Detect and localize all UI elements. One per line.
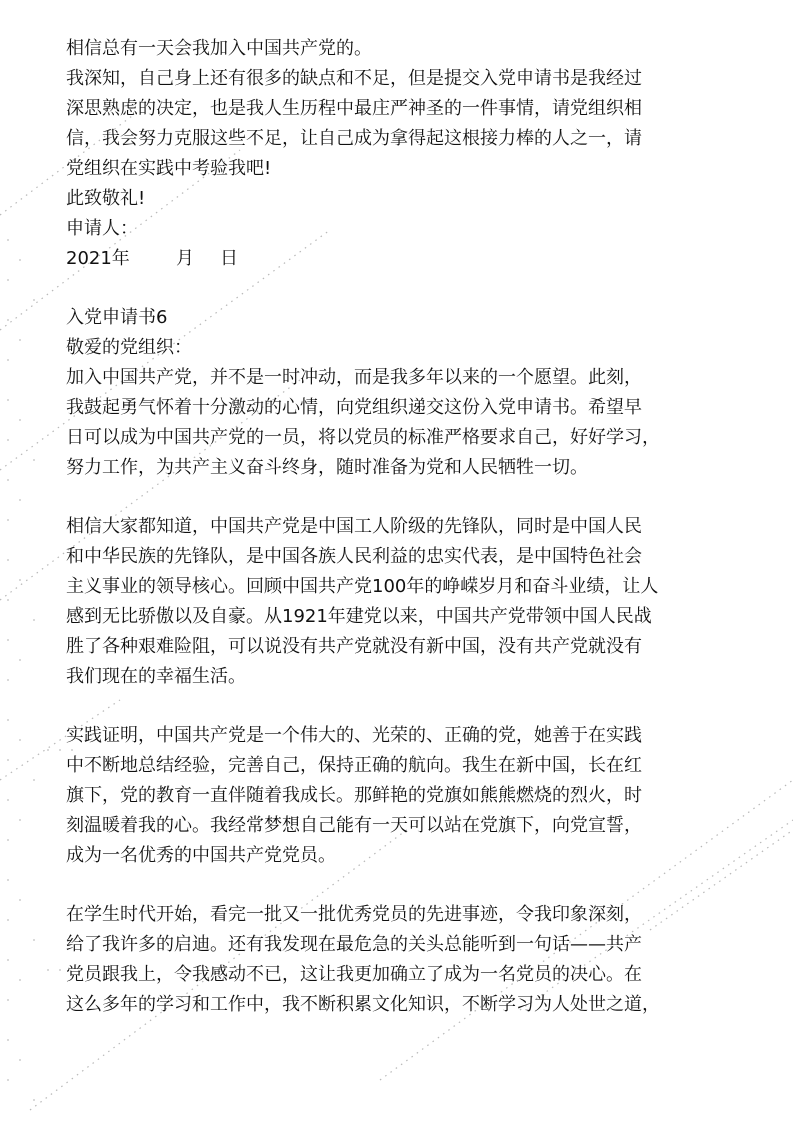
paragraph-2: [66, 512, 706, 692]
document-body: [66, 34, 706, 1020]
date-year: 2021年: [66, 248, 130, 269]
text-line: 给了我许多的启迪。还有我发现在最危急的关头总能听到一句话——共产: [66, 934, 642, 955]
text-line: 深思熟虑的决定，也是我人生历程中最庄严神圣的一件事情，请党组织相: [66, 98, 642, 119]
date-day: 日: [220, 248, 238, 269]
text-line: 实践证明，中国共产党是一个伟大的、光荣的、正确的党，她善于在实践: [66, 725, 642, 746]
spacer: [66, 692, 706, 721]
text-line: 我们现在的幸福生活。: [66, 666, 246, 687]
text-line: 努力工作，为共产主义奋斗终身，随时准备为党和人民牺牲一切。: [66, 457, 588, 478]
text-line: 相信大家都知道，中国共产党是中国工人阶级的先锋队，同时是中国人民: [66, 516, 642, 537]
text-line: 胜了各种艰难险阻，可以说没有共产党就没有新中国，没有共产党就没有: [66, 636, 642, 657]
text-line: 成为一名优秀的中国共产党党员。: [66, 845, 336, 866]
text-line: 这么多年的学习和工作中，我不断积累文化知识，不断学习为人处世之道，: [66, 994, 660, 1015]
date-month: 月: [176, 248, 194, 269]
previous-letter-paragraph: [66, 34, 706, 184]
text-line: 加入中国共产党，并不是一时冲动，而是我多年以来的一个愿望。此刻，: [66, 367, 642, 388]
text-line: 党员跟我上，令我感动不已，这让我更加确立了成为一名党员的决心。在: [66, 964, 642, 985]
spacer: [66, 483, 706, 512]
text-line: 在学生时代开始，看完一批又一批优秀党员的先进事迹，令我印象深刻，: [66, 904, 642, 925]
text-line: 主义事业的领导核心。回顾中国共产党100年的峥嵘岁月和奋斗业绩，让人: [66, 576, 659, 597]
spacer: [66, 871, 706, 900]
text-line: 党组织在实践中考验我吧!: [66, 158, 272, 179]
section-title: 入党申请书6: [66, 307, 168, 328]
text-line: 感到无比骄傲以及自豪。从1921年建党以来，中国共产党带领中国人民战: [66, 606, 652, 627]
paragraph-3: [66, 721, 706, 871]
text-line: 旗下，党的教育一直伴随着我成长。那鲜艳的党旗如熊熊燃烧的烈火，时: [66, 785, 642, 806]
text-line: 中不断地总结经验，完善自己，保持正确的航向。我生在新中国，长在红: [66, 755, 642, 776]
text-line: 和中华民族的先锋队，是中国各族人民利益的忠实代表，是中国特色社会: [66, 546, 642, 567]
paragraph-4: [66, 900, 706, 1020]
text-line: 我鼓起勇气怀着十分激动的心情，向党组织递交这份入党申请书。希望早: [66, 397, 642, 418]
text-line: 相信总有一天会我加入中国共产党的。: [66, 38, 372, 59]
closing-salute: 此致敬礼!: [66, 188, 146, 209]
spacer: [66, 274, 706, 303]
signature-date: [66, 244, 706, 274]
salutation: 敬爱的党组织：: [66, 337, 192, 358]
text-line: 我深知，自己身上还有很多的缺点和不足，但是提交入党申请书是我经过: [66, 68, 642, 89]
paragraph-1: [66, 363, 706, 483]
text-line: 日可以成为中国共产党的一员，将以党员的标准严格要求自己，好好学习，: [66, 427, 660, 448]
applicant-label: 申请人：: [66, 218, 138, 239]
text-line: 刻温暖着我的心。我经常梦想自己能有一天可以站在党旗下，向党宣誓，: [66, 815, 642, 836]
text-line: 信，我会努力克服这些不足，让自己成为拿得起这根接力棒的人之一，请: [66, 128, 642, 149]
